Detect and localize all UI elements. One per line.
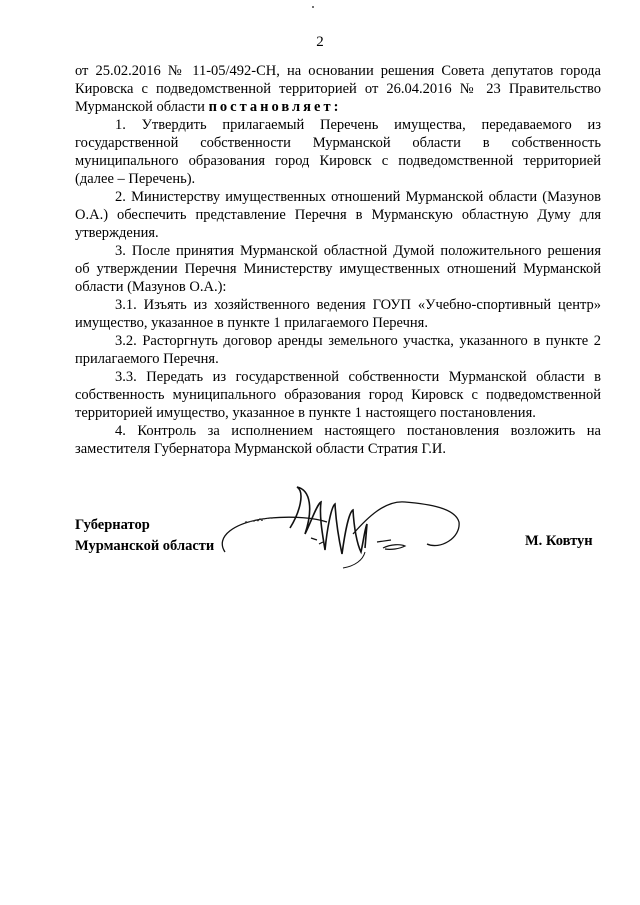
paragraph-item-4: 4. Контроль за исполнением настоящего постановления возложить на заместителя Губернатора Мурманской области Стратия Г.И. <box>75 423 601 457</box>
paragraph-preamble <box>75 62 601 116</box>
signatory-name: М. Ковтун <box>525 533 593 549</box>
handwritten-signature <box>215 482 475 572</box>
signatory-region: Мурманской области <box>75 538 215 554</box>
paragraph-item-3-1: 3.1. Изъять из хозяйственного ведения ГОУП «Учебно-спортивный центр» имущество, указанное в пункте 1 прилагаемого Перечня. <box>75 297 601 331</box>
page-number: 2 <box>316 34 324 50</box>
signatory-title: Губернатор <box>75 517 150 533</box>
paragraph-item-1: 1. Утвердить прилагаемый Перечень имущества, передаваемого из государственной собственности Мурманской области в собственность муниципального образования город Кировск с подведомственной территорией (далее – Перечень). <box>75 117 601 187</box>
scan-speck <box>312 6 314 8</box>
signatory-position <box>75 515 214 557</box>
paragraph-item-3-2: 3.2. Расторгнуть договор аренды земельного участка, указанного в пункте 2 прилагаемого Перечня. <box>75 333 601 367</box>
paragraph-item-3-3: 3.3. Передать из государственной собственности Мурманской области в собственность муниципального образования город Кировск с подведомственной территорией имущество, указанное в пункте 1 настоящего постановления. <box>75 369 601 421</box>
resolution-keyword: постановляет: <box>208 99 342 115</box>
paragraph-item-2: 2. Министерству имущественных отношений Мурманской области (Мазунов О.А.) обеспечить представление Перечня в Мурманскую областную Думу для утверждения. <box>75 189 601 241</box>
paragraph-item-3: 3. После принятия Мурманской областной Думой положительного решения об утверждении Перечня Министерству имущественных отношений Мурманской области (Мазунов О.А.): <box>75 243 601 295</box>
document-body <box>75 62 601 458</box>
paragraph-text: от 25.02.2016 № 11-05/492-СН, на основании решения Совета депутатов города Кировска с подведомственной территорией от 26.04.2016 № 23 Правительство Мурманской области <box>75 63 601 115</box>
